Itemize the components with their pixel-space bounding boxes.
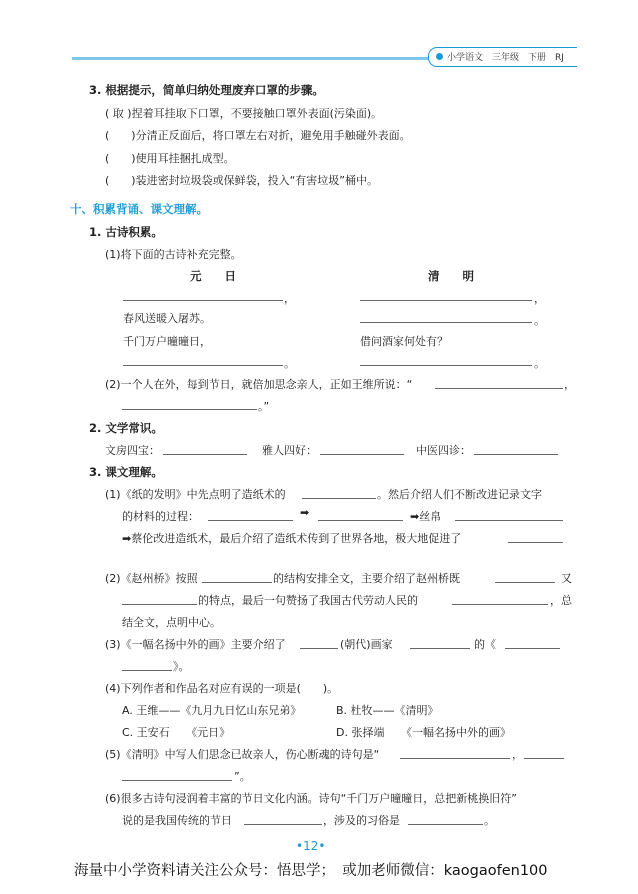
blank-s1-4[interactable] <box>455 520 563 521</box>
header-title: 小学语文 三年级 下册 RJ <box>447 53 564 63</box>
blank-s5-1[interactable] <box>400 758 510 759</box>
p2-c: 中医四诊： <box>416 444 471 457</box>
blank-s5-2[interactable] <box>524 758 564 759</box>
blank-s1-5[interactable] <box>508 542 563 543</box>
page-number: •12• <box>296 839 326 853</box>
blank-s1-1[interactable] <box>302 498 376 499</box>
p3-s6-c: ，涉及的习俗是 <box>323 814 400 827</box>
p3-s2-c: 又 <box>561 572 572 585</box>
poem-right-line3: 借问酒家何处有？ <box>360 335 448 348</box>
p2-heading: 2. 文学常识。 <box>89 421 163 435</box>
p2-a: 文房四宝： <box>105 444 160 457</box>
p3-s2-d: 的特点，最后一句赞扬了我国古代劳动人民的 <box>198 594 418 607</box>
blank-s2-3[interactable] <box>122 604 197 605</box>
p2-b: 雅人四好： <box>262 444 317 457</box>
blank-left-4[interactable] <box>123 365 283 366</box>
q3-step-4: ( )装进密封垃圾袋或保鲜袋，投入“有害垃圾”桶中。 <box>105 174 378 187</box>
blank-s1-2[interactable] <box>208 520 293 521</box>
poem-left-line3: 千门万户曈曈日， <box>123 335 211 348</box>
p3-s2-f: 结全文，点明中心。 <box>122 616 221 629</box>
poem-left-line2: 春风送暖入屠苏。 <box>123 312 211 325</box>
blank-right-4[interactable] <box>360 365 532 366</box>
p3-s3-a: (3)《一幅名扬中外的画》主要介绍了 <box>105 638 286 651</box>
p3-s1-b: 。然后介绍人们不断改进记录文字 <box>377 488 542 501</box>
poem-left-title: 元 日 <box>190 269 236 283</box>
circle-dot-icon <box>436 53 443 60</box>
blank-s5-3[interactable] <box>122 780 232 781</box>
blank-s1-3[interactable] <box>318 520 403 521</box>
blank-s2-2[interactable] <box>495 582 555 583</box>
blank-s2-4[interactable] <box>452 604 548 605</box>
p3-s5-a: (5)《清明》中写人们思念已故亲人，伤心断魂的诗句是“ <box>105 748 380 761</box>
p1-sub1: (1)将下面的古诗补充完整。 <box>105 248 242 261</box>
blank-sub2-1[interactable] <box>435 388 563 389</box>
p3-s6-d: 。 <box>484 814 495 827</box>
option-a[interactable]: A. 王维——《九月九日忆山东兄弟》 <box>122 704 302 717</box>
p3-s3-b: (朝代)画家 <box>340 638 393 651</box>
blank-p2-c[interactable] <box>474 454 558 455</box>
option-b[interactable]: B. 杜牧——《清明》 <box>336 704 439 717</box>
q3-heading: 3. 根据提示，简单归纳处理废弃口罩的步骤。 <box>89 83 324 97</box>
option-d[interactable]: D. 张择端 《一幅名扬中外的画》 <box>336 726 511 739</box>
arrow-right-icon: ➡ <box>300 506 310 519</box>
blank-s3-2[interactable] <box>410 648 470 649</box>
footer-ad: 海量中小学资料请关注公众号：悟思学； 或加老师微信：kaogaofen100 <box>74 863 548 879</box>
blank-s3-1[interactable] <box>300 648 338 649</box>
section10-heading: 十、积累背诵、课文理解。 <box>70 202 208 216</box>
q3-step-3: ( )使用耳挂捆扎成型。 <box>105 152 235 165</box>
blank-s3-4[interactable] <box>122 670 172 671</box>
blank-p2-b[interactable] <box>320 454 404 455</box>
blank-left-1[interactable] <box>123 300 283 301</box>
p1-sub2-b: ， <box>564 378 575 391</box>
period-right-4: 。 <box>534 357 545 370</box>
p3-s6-a: (6)很多古诗句浸润着丰富的节日文化内涵。诗句“千门万户曈曈日，总把新桃换旧符” <box>105 792 517 805</box>
period-left-4: 。 <box>284 357 295 370</box>
comma-right-1: ， <box>534 292 545 305</box>
p3-s3-d: 》。 <box>173 660 190 673</box>
option-c[interactable]: C. 王安石 《元日》 <box>122 726 231 739</box>
poem-right-title: 清 明 <box>428 269 474 283</box>
header-rule <box>72 57 428 60</box>
period-right-2: 。 <box>534 314 545 327</box>
q3-step-2: ( )分清正反面后，将口罩左右对折，避免用手触碰外表面。 <box>105 129 411 142</box>
p3-s2-b: 的结构安排全文，主要介绍了赵州桥既 <box>273 572 460 585</box>
p3-s1-e: ➡蔡伦改进造纸术，最后介绍了造纸术传到了世界各地，极大地促进了 <box>122 532 462 545</box>
p1-sub2-c: 。” <box>258 400 270 413</box>
p3-heading: 3. 课文理解。 <box>89 465 163 479</box>
blank-right-1[interactable] <box>360 300 532 301</box>
blank-s6-1[interactable] <box>244 824 322 825</box>
q3-step-1: ( 取 )捏着耳挂取下口罩，不要接触口罩外表面(污染面)。 <box>105 107 383 120</box>
blank-s3-3[interactable] <box>505 648 560 649</box>
p1-heading: 1. 古诗积累。 <box>89 225 163 239</box>
p3-s3-c: 的《 <box>474 638 496 651</box>
p3-s1-d: ➡丝帛 <box>410 510 442 523</box>
p3-s1-a: (1)《纸的发明》中先点明了造纸术的 <box>105 488 286 501</box>
p3-s2-a: (2)《赵州桥》按照 <box>105 572 198 585</box>
comma-left-1: ， <box>284 292 295 305</box>
p3-s4: (4)下列作者和作品名对应有误的一项是( )。 <box>105 682 339 695</box>
p1-sub2-a: (2)一个人在外，每到节日，就倍加思念亲人，正如王维所说：“ <box>105 378 413 391</box>
blank-right-2[interactable] <box>360 322 532 323</box>
p3-s5-b: ， <box>512 748 523 761</box>
p3-s5-c: ”。 <box>234 770 251 783</box>
blank-sub2-2[interactable] <box>122 409 257 410</box>
blank-s6-2[interactable] <box>408 824 483 825</box>
p3-s1-c: 的材料的过程： <box>122 510 199 523</box>
p3-s6-b: 说的是我国传统的节日 <box>122 814 232 827</box>
p3-s2-e: ，总 <box>550 594 572 607</box>
blank-s2-1[interactable] <box>202 582 272 583</box>
blank-p2-a[interactable] <box>163 454 247 455</box>
